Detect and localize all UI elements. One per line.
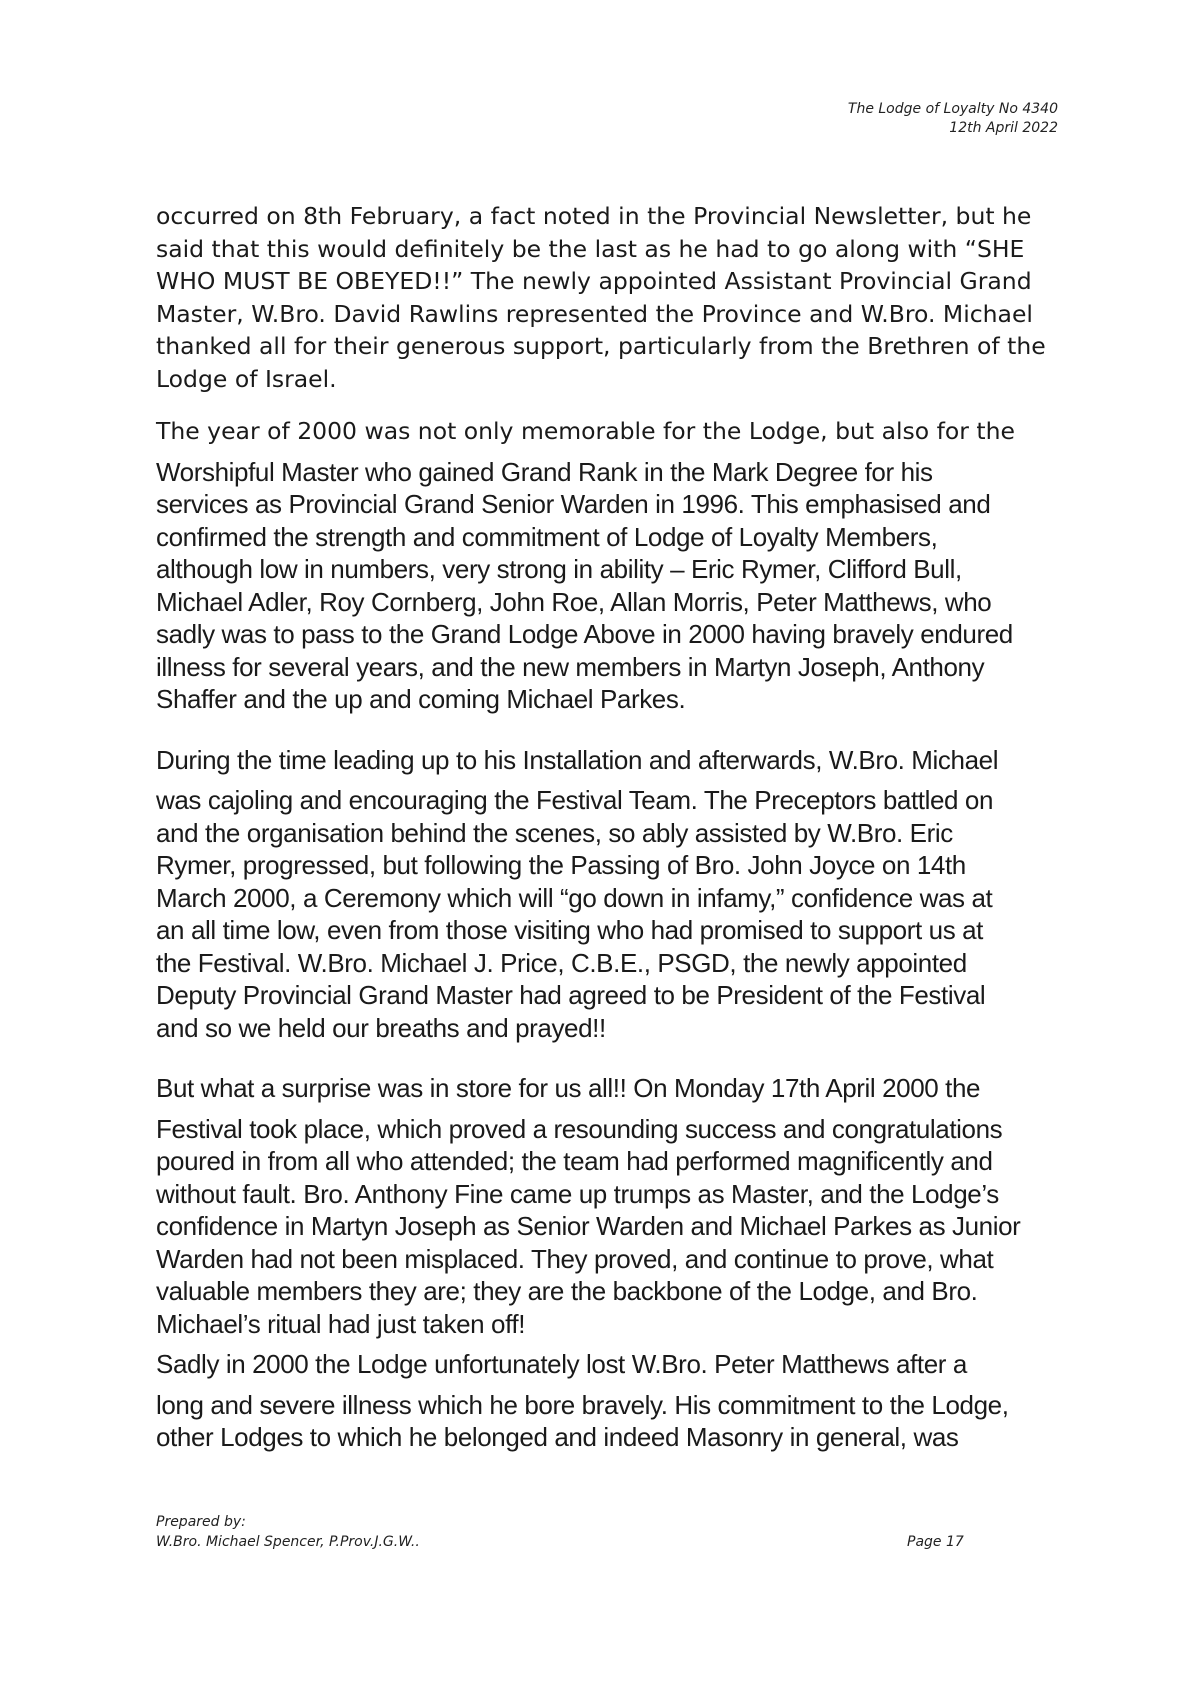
text-line: March 2000, a Ceremony which will “go down in infamy,” confidence was at [156, 882, 993, 913]
text-line: services as Provincial Grand Senior Warden in 1996. This emphasised and [156, 489, 991, 519]
paragraph-3 [156, 744, 1076, 1045]
text-line: Shaffer and the up and coming Michael Parkes. [156, 684, 686, 714]
text-line: Sadly in 2000 the Lodge unfortunately lost W.Bro. Peter Matthews after a [156, 1349, 967, 1379]
page-footer-author [156, 1512, 420, 1552]
text-line: without fault. Bro. Anthony Fine came up trumps as Master, and the Lodge’s [156, 1178, 999, 1209]
prepared-by-label: Prepared by: [156, 1514, 246, 1530]
text-line: poured in from all who attended; the team had performed magnificently and [156, 1146, 993, 1176]
text-line: although low in numbers, very strong in ability – Eric Rymer, Clifford Bull, [156, 554, 962, 584]
text-line: Festival took place, which proved a resounding success and congratulations [156, 1113, 1003, 1144]
text-line: Worshipful Master who gained Grand Rank in the Mark Degree for his [156, 456, 933, 487]
text-line: an all time low, even from those visiting who had promised to support us at [156, 915, 983, 945]
paragraph-1 [156, 200, 1076, 395]
text-line: During the time leading up to his Installation and afterwards, W.Bro. Michael [156, 744, 999, 775]
text-line: thanked all for their generous support, particularly from the Brethren of the [156, 332, 1046, 360]
text-line: confidence in Martyn Joseph as Senior Warden and Michael Parkes as Junior [156, 1211, 1021, 1241]
text-line: was cajoling and encouraging the Festival Team. The Preceptors battled on [156, 785, 994, 815]
text-line: other Lodges to which he belonged and indeed Masonry in general, was [156, 1422, 959, 1452]
text-line: the Festival. W.Bro. Michael J. Price, C.B.E., PSGD, the newly appointed [156, 947, 967, 978]
page-header [848, 100, 1058, 138]
text-line: Michael Adler, Roy Cornberg, John Roe, Allan Morris, Peter Matthews, who [156, 586, 992, 617]
text-line: illness for several years, and the new members in Martyn Joseph, Anthony [156, 651, 985, 682]
text-line: occurred on 8th February, a fact noted in the Provincial Newsletter, but he [156, 202, 1032, 230]
text-line: Michael’s ritual had just taken off! [156, 1308, 526, 1339]
text-line: Lodge of Israel. [156, 364, 337, 393]
author-name: W.Bro. Michael Spencer, P.Prov.J.G.W.. [156, 1534, 420, 1550]
text-line: Master, W.Bro. David Rawlins represented the Province and W.Bro. Michael [156, 299, 1033, 328]
page-number: Page 17 [907, 1534, 964, 1550]
text-line: and so we held our breaths and prayed!! [156, 1012, 606, 1043]
text-line: The year of 2000 was not only memorable for the Lodge, but also for the [156, 417, 1015, 445]
text-line: and the organisation behind the scenes, so ably assisted by W.Bro. Eric [156, 817, 953, 848]
document-body [156, 200, 1076, 1454]
paragraph-5 [156, 1348, 1076, 1454]
header-date: 12th April 2022 [949, 120, 1058, 136]
text-line: But what a surprise was in store for us all!! On Monday 17th April 2000 the [156, 1073, 981, 1103]
text-line: WHO MUST BE OBEYED!!” The newly appointed Assistant Provincial Grand [156, 267, 1032, 295]
text-line: Warden had not been misplaced. They proved, and continue to prove, what [156, 1243, 994, 1274]
header-lodge-name: The Lodge of Loyalty No 4340 [847, 101, 1058, 117]
text-line: Deputy Provincial Grand Master had agreed to be President of the Festival [156, 980, 986, 1010]
paragraph-2 [156, 415, 1076, 716]
text-line: long and severe illness which he bore bravely. His commitment to the Lodge, [156, 1389, 1009, 1420]
paragraph-4 [156, 1072, 1076, 1340]
text-line: said that this would definitely be the last as he had to go along with “SHE [156, 234, 1025, 263]
text-line: valuable members they are; they are the backbone of the Lodge, and Bro. [156, 1276, 978, 1306]
text-line: confirmed the strength and commitment of Lodge of Loyalty Members, [156, 521, 938, 552]
text-line: Rymer, progressed, but following the Passing of Bro. John Joyce on 14th [156, 850, 966, 880]
text-line: sadly was to pass to the Grand Lodge Above in 2000 having bravely endured [156, 619, 1013, 649]
